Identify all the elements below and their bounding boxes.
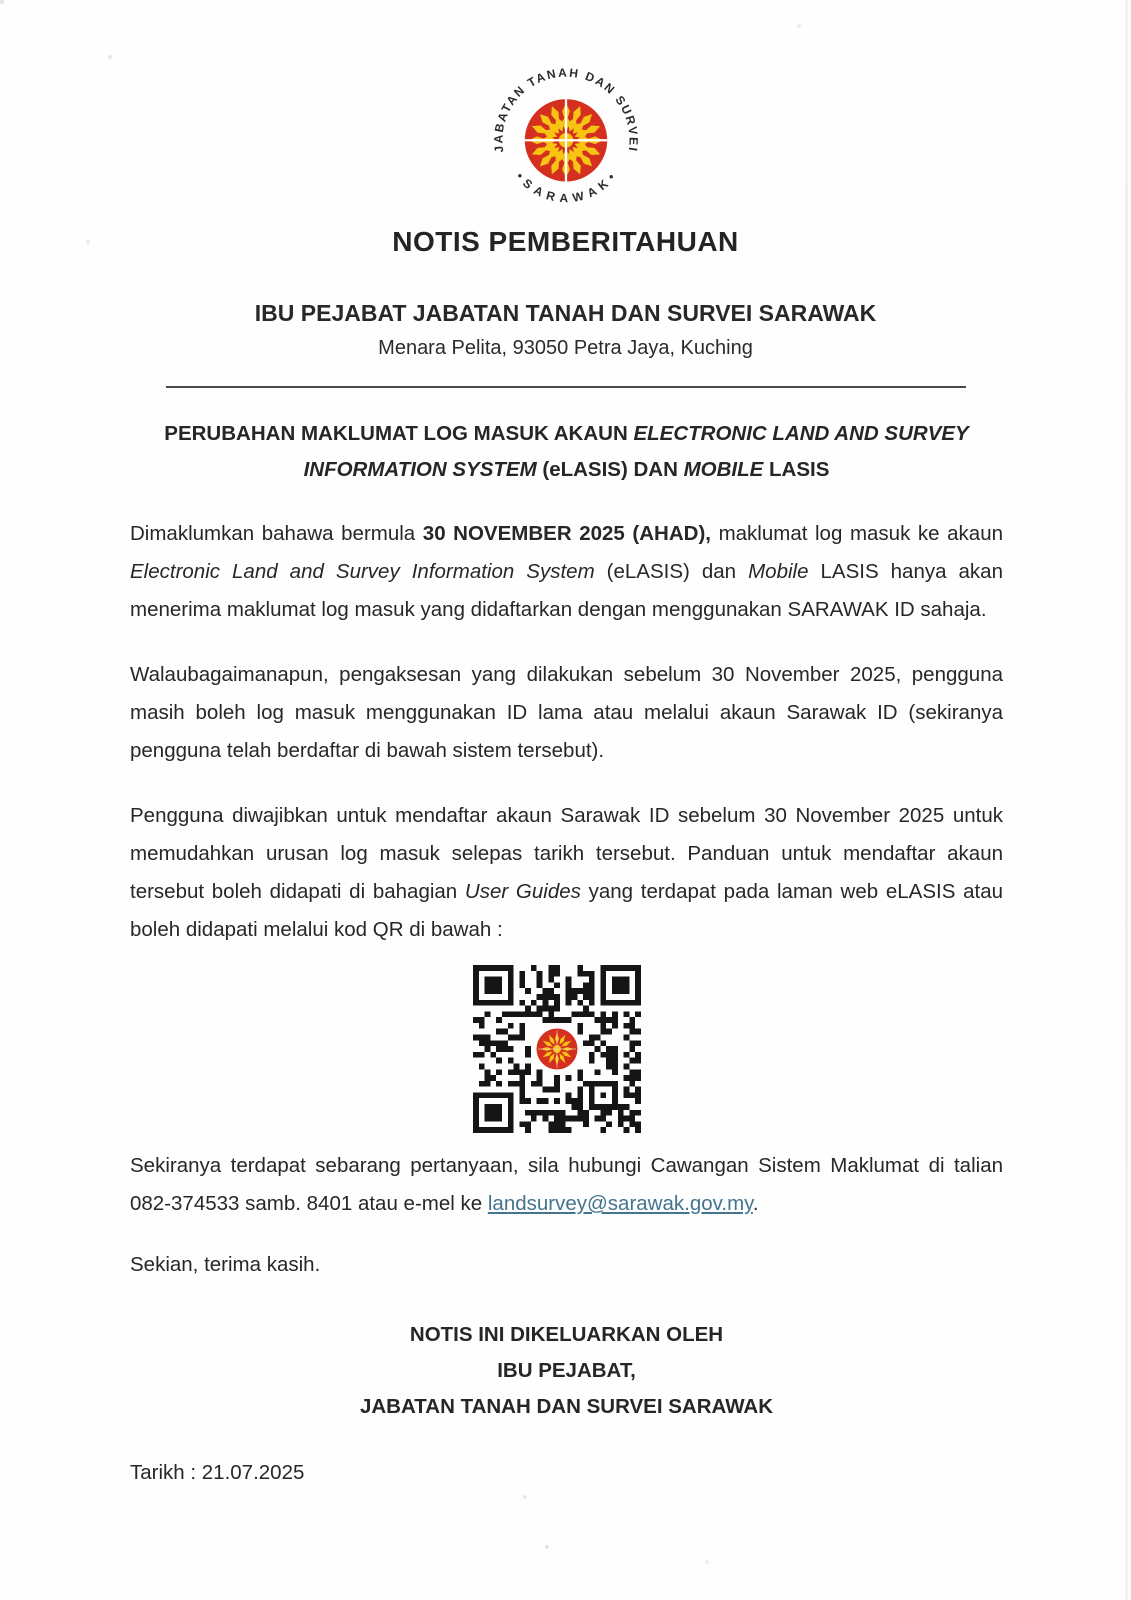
qr-code (473, 965, 641, 1133)
email-link[interactable]: landsurvey@sarawak.gov.my (487, 1192, 753, 1215)
department-seal-icon (487, 66, 645, 218)
issuer-line-2: IBU PEJABAT, (497, 1359, 636, 1382)
seal-ring-text-top: JABATAN TANAH DAN SURVEI (490, 66, 641, 154)
subject-heading: PERUBAHAN MAKLUMAT LOG MASUK AKAUN ELECTRONIC LAND AND SURVEY INFORMATION SYSTEM (eLASIS) DAN MOBILE LASIS (164, 422, 969, 481)
notice-title: NOTIS PEMBERITAHUAN (392, 226, 739, 257)
closing-line: Sekian, terima kasih. (130, 1253, 321, 1276)
paragraph-3: Pengguna diwajibkan untuk mendaftar akaun Sarawak ID sebelum 30 November 2025 untuk memudahkan urusan log masuk selepas tarikh tersebut. Panduan untuk mendaftar akaun tersebut boleh didapati di bahagian User Guides yang terdapat pada laman web eLASIS atau boleh didapati melalui kod QR di bawah : (130, 804, 1003, 941)
issuer-line-1: NOTIS INI DIKELUARKAN OLEH (409, 1323, 724, 1346)
notice-body (0, 416, 1131, 1485)
scan-speckles (0, 0, 4, 4)
issuer-block (130, 1317, 1003, 1425)
department-seal (0, 0, 1131, 218)
date-line: Tarikh : 21.07.2025 (130, 1461, 305, 1484)
seal-ring-text-bottom: • S A R A W A K • (512, 169, 619, 206)
paragraph-contact: Sekiranya terdapat sebarang pertanyaan, sila hubungi Cawangan Sistem Maklumat di talian 082-374533 samb. 8401 atau e-mel ke landsurvey@sarawak.gov.my. (130, 1154, 1003, 1215)
qr-code-block (130, 965, 1003, 1133)
org-address: Menara Pelita, 93050 Petra Jaya, Kuching (378, 337, 753, 359)
paragraph-1: Dimaklumkan bahawa bermula 30 NOVEMBER 2025 (AHAD), maklumat log masuk ke akaun Electronic Land and Survey Information System (eLASIS) dan Mobile LASIS hanya akan menerima maklumat log masuk yang didaftarkan dengan menggunakan SARAWAK ID sahaja. (130, 522, 1003, 621)
paragraph-2: Walaubagaimanapun, pengaksesan yang dilakukan sebelum 30 November 2025, pengguna masih boleh log masuk menggunakan ID lama atau melalui akaun Sarawak ID (sekiranya pengguna telah berdaftar di bawah sistem tersebut). (130, 663, 1003, 762)
org-name: IBU PEJABAT JABATAN TANAH DAN SURVEI SARAWAK (254, 300, 877, 326)
qr-seal-icon (532, 1024, 582, 1074)
issuer-line-3: JABATAN TANAH DAN SURVEI SARAWAK (359, 1395, 774, 1418)
header-divider (166, 386, 966, 388)
